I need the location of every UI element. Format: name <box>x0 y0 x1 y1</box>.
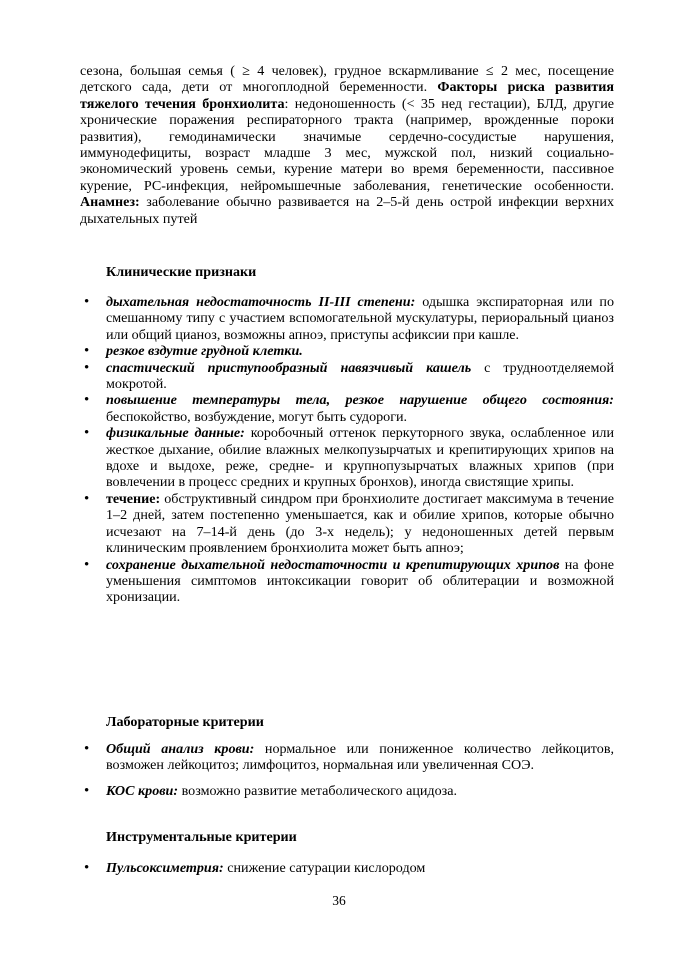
bullet-icon: • <box>84 359 90 376</box>
list-item <box>0 343 614 359</box>
item-label: КОС крови: <box>106 782 179 799</box>
item-text: одышка экспираторная или по смешанному типу с участием вспомогательной мускулатуры, периоральный цианоз или общий цианоз, возможны апноэ, приступы асфиксии при кашле. <box>106 294 614 343</box>
item-text: возможно развитие метаболического ацидоза. <box>178 782 457 799</box>
item-label: дыхательная недостаточность II-III степени: <box>106 294 416 310</box>
bullet-icon: • <box>84 425 90 442</box>
risk-factors-label: Факторы риска развития тяжелого течения бронхиолита <box>80 79 614 112</box>
bullet-icon: • <box>84 741 90 757</box>
list-item <box>0 425 614 491</box>
instrumental-criteria-list <box>0 860 614 876</box>
item-text: снижение сатурации кислородом <box>223 860 426 876</box>
anamnesis-label: Анамнез: <box>80 194 140 211</box>
list-item <box>0 860 614 876</box>
list-item <box>0 741 614 774</box>
bullet-icon: • <box>84 782 90 799</box>
intro-text-1: сезона, большая семья ( ≥ 4 человек), грудное вскармливание ≤ 2 мес, посещение детского сада, дети от многоплодной беременности. <box>80 63 614 96</box>
item-label: спастический приступообразный навязчивый кашель <box>106 359 472 376</box>
item-text: обструктивный синдром при бронхиолите достигает максимума в течение 1–2 дней, затем постепенно уменьшается, как и обилие хрипов, которые обычно исчезают на 7–14-й день (до 3-х недель); у недоношенных детей первым клиническим проявлением бронхиолита может быть апноэ; <box>106 490 614 557</box>
item-label: Пульсоксиметрия: <box>106 860 224 876</box>
instrumental-heading: Инструментальные критерии <box>106 829 297 845</box>
item-label: резкое вздутие грудной клетки. <box>106 343 303 360</box>
clinical-signs-list <box>0 294 614 606</box>
intro-text-2: : недоношенность (< 35 нед гестации), БЛД, другие хронические поражения респираторного тракта (например, врожденные пороки развития), гемодинамически значимые сердечно-сосудистые нарушения, иммунодефициты, возраст младше 3 мес, мужской пол, низкий социально-экономический уровень семьи, курение матери во время беременности, пассивное курение, РС-инфекция, нейромышечные заболевания, генетические особенности. <box>80 95 614 194</box>
list-item <box>0 392 614 425</box>
bullet-icon: • <box>84 556 90 573</box>
intro-text-3: заболевание обычно развивается на 2–5-й день острой инфекции верхних дыхательных путей <box>80 194 614 227</box>
list-item <box>0 294 614 343</box>
bullet-icon: • <box>84 392 90 409</box>
list-item <box>0 557 614 606</box>
item-text: беспокойство, возбуждение, могут быть судороги. <box>106 408 408 425</box>
list-item <box>0 491 614 557</box>
list-item <box>0 360 614 393</box>
page-number: 36 <box>332 893 346 908</box>
item-text: коробочный оттенок перкуторного звука, ослабленное или жесткое дыхание, обилие влажных мелкопузырчатых и крепитирующих хрипов на вдохе и выдохе, реже, средне- и крупнопузырчатых влажных хрипов (при вовлечении в процесс средних и крупных бронхов), иногда свистящие хрипы. <box>106 425 614 491</box>
bullet-icon: • <box>84 490 90 507</box>
bullet-icon: • <box>84 343 90 360</box>
item-text: на фоне уменьшения симптомов интоксикации говорит об облитерации и возможной хронизации. <box>106 556 615 606</box>
lab-heading: Лабораторные критерии <box>106 714 264 730</box>
item-text: нормальное или пониженное количество лейкоцитов, возможен лейкоцитоз; лимфоцитоз, нормальная или увеличенная СОЭ. <box>106 741 615 774</box>
lab-criteria-list <box>0 741 614 799</box>
item-label: физикальные данные: <box>106 425 245 442</box>
clinical-heading: Клинические признаки <box>106 264 257 280</box>
item-label: повышение температуры тела, резкое нарушение общего состояния: <box>106 392 614 409</box>
bullet-icon: • <box>84 860 90 876</box>
list-item <box>0 783 614 799</box>
item-label: Общий анализ крови: <box>106 741 255 757</box>
item-label: сохранение дыхательной недостаточности и крепитирующих хрипов <box>106 556 560 573</box>
item-label: течение: <box>106 490 161 507</box>
bullet-icon: • <box>84 294 90 310</box>
intro-paragraph <box>80 63 614 227</box>
item-text: с трудноотделяемой мокротой. <box>106 359 614 393</box>
